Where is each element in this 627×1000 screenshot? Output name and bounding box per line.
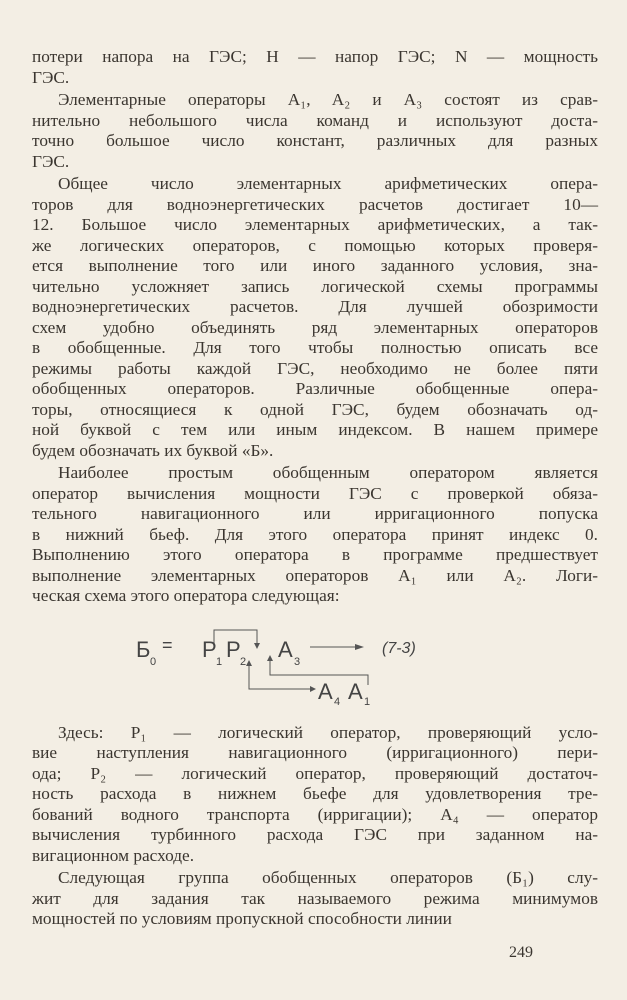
text-line: ной буквой с тем или иным индексом. В нашем примере (32, 420, 598, 439)
paragraph (32, 463, 598, 607)
diagram-block (32, 615, 598, 715)
page-number: 249 (509, 944, 533, 961)
text-line: будем обозначать их буквой «Б». (32, 440, 274, 460)
operator-a1-index: 1 (364, 695, 371, 708)
paragraph (32, 868, 598, 930)
text-line: ется выполнение того или иного заданного условия, зна- (32, 256, 598, 275)
text-line: выполнение элементарных операторов A₁ или A₂. Логи- (32, 565, 598, 585)
paragraph (32, 174, 598, 461)
text-line: Наиболее простым обобщенным оператором является (58, 463, 598, 482)
text-line: ческая схема этого оператора следующая: (32, 586, 340, 605)
text-line: точно большое число констант, различных для разных (32, 131, 598, 150)
paragraph (32, 90, 598, 172)
text-line: в обобщенные. Для того чтобы полностью описать все (32, 338, 598, 357)
arrow-a4-to-p2 (249, 665, 313, 689)
text-line: оператор вычисления мощности ГЭС с проверкой обяза- (32, 483, 598, 503)
text-line: режимы работы каждой ГЭС, необходимо не более пяти (32, 358, 598, 378)
text-line: вие наступления навигационного (ирригационного) пери- (32, 743, 598, 762)
operator-p1-index: 1 (216, 655, 223, 668)
operator-a4-index: 4 (334, 695, 341, 708)
text-line: бований водного транспорта (ирригации); A₄ — оператор (32, 804, 598, 824)
paragraph (32, 723, 598, 867)
text-line: схем удобно объединять ряд элементарных операторов (32, 317, 598, 337)
text-line: чительно усложняет запись логической схемы программы (32, 276, 598, 296)
text-line: обобщенных операторов. Различные обобщенные опера- (32, 379, 598, 398)
text-line: ГЭС. (32, 151, 70, 171)
operator-b: Б (136, 636, 151, 662)
operator-b-index: 0 (150, 655, 157, 668)
text-line: вигационном расходе. (32, 845, 195, 865)
equals-sign: = (162, 634, 173, 655)
text-line: ода; P₂ — логический оператор, проверяющий достаточ- (32, 763, 598, 783)
text-line: торов для водноэнергетических расчетов достигает 10— (32, 194, 598, 214)
text-line: потери напора на ГЭС; H — напор ГЭС; N — мощность (32, 47, 598, 66)
operator-p1: P (202, 636, 217, 662)
text-line: нительно небольшого числа команд и используют доста- (32, 110, 598, 130)
text-line: ность расхода в нижнем бьефе для удовлетворения тре- (32, 784, 598, 803)
arrowheads (246, 643, 364, 692)
text-line: водноэнергетических расчетов. Для лучшей обозримости (32, 297, 598, 316)
formula-reference: (7-3) (382, 639, 416, 657)
operator-p2: P (226, 636, 241, 662)
logic-scheme-diagram (130, 615, 460, 715)
text-line: 12. Большое число элементарных арифметических, а так- (32, 215, 598, 234)
text-line: Следующая группа обобщенных операторов (Б₁) слу- (58, 868, 598, 887)
operator-p2-index: 2 (240, 655, 247, 668)
text-line: жит для задания так называемого режима минимумов (32, 888, 598, 908)
text-line: вычисления турбинного расхода ГЭС при заданном на- (32, 825, 598, 844)
operator-a3: A (278, 636, 293, 662)
page-text (32, 47, 598, 932)
operator-a4: A (318, 678, 333, 704)
operator-a3-index: 3 (294, 655, 301, 668)
text-line: Общее число элементарных арифметических опера- (58, 174, 598, 193)
text-line: мощностей по условиям пропускной способности линии (32, 909, 452, 928)
text-line: торы, относящиеся к одной ГЭС, будем обозначать од- (32, 399, 598, 419)
text-line: Выполнению этого оператора в программе предшествует (32, 545, 598, 564)
text-line: Здесь: P₁ — логический оператор, проверяющий усло- (58, 722, 598, 742)
text-line: же логических операторов, с помощью которых проверя- (32, 235, 598, 255)
operator-a1: A (348, 678, 363, 704)
text-line: в нижний бьеф. Для этого оператора принят индекс 0. (32, 524, 598, 544)
text-line: ГЭС. (32, 67, 70, 87)
paragraph (32, 47, 598, 88)
text-line: тельного навигационного или ирригационного попуска (32, 504, 598, 523)
text-line: Элементарные операторы A₁, A₂ и A₃ состоят из срав- (58, 90, 598, 109)
